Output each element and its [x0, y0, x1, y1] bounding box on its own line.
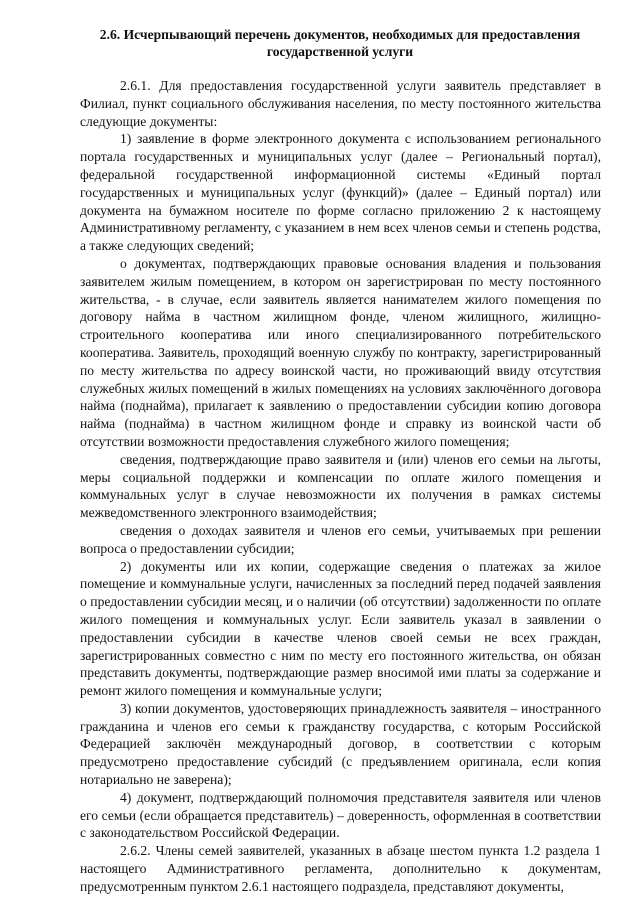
section-heading: 2.6. Исчерпывающий перечень документов, необходимых для предоставления государственной услуги [99, 27, 581, 59]
paragraph-item-3-citizenship: 3) копии документов, удостоверяющих принадлежность заявителя – иностранного гражданина и членов его семьи к гражданству государства, с которым Российской Федерацией заключён международный договор, в соответствии с которым предусмотрено предоставление субсидий (с предъявлением оригинала, если копия нотариально не заверена); [80, 700, 601, 788]
paragraph-2-6-2: 2.6.2. Члены семей заявителей, указанных в абзаце шестом пункта 1.2 раздела 1 настоящего Административного регламента, дополнительно к документам, предусмотренным пунктом 2.6.1 настоящего подраздела, представляют документы, [80, 843, 601, 894]
paragraph-item-2-payments: 2) документы или их копии, содержащие сведения о платежах за жилое помещение и коммунальные услуги, начисленных за последний перед подачей заявления о предоставлении субсидии месяц, и о наличии (об отсутствии) задолженности по оплате жилого помещения и коммунальных услуг. Если заявитель указал в заявлении о предоставлении субсидии в качестве членов своей семьи не всех граждан, зарегистрированных совместно с ним по месту его постоянного жительства, он обязан представить документы, подтверждающие размер вносимой ими платы за содержание и ремонт жилого помещения и коммунальные услуги; [80, 558, 601, 699]
paragraph-benefits-info: сведения, подтверждающие право заявителя и (или) членов его семьи на льготы, меры социальной поддержки и компенсации по оплате жилого помещения и коммунальных услуг в случае невозможности их получения в рамках системы межведомственного электронного взаимодействия; [80, 451, 601, 521]
paragraph-2-6-1-intro: 2.6.1. Для предоставления государственной услуги заявитель представляет в Филиал, пункт социального обслуживания населения, по месту постоянного жительства следующие документы: [80, 78, 601, 129]
document-body [80, 77, 601, 896]
paragraph-housing-documents: о документах, подтверждающих правовые основания владения и пользования заявителем жилым помещением, в котором он зарегистрирован по месту постоянного жительства, - в случае, если заявитель является нанимателем жилого помещения по договору найма в частном жилищном фонде, членом жилищного, жилищно-строительного кооператива или иного специализированного потребительского кооператива. Заявитель, проходящий военную службу по контракту, зарегистрированный по месту жительства по адресу воинской части, но проживающий ввиду отсутствия служебных жилых помещений в жилых помещениях на условиях заключённого договора найма (поднайма), прилагает к заявлению о предоставлении субсидии копию договора найма (поднайма) в частном жилищном фонде и справку из воинской части об отсутствии возможности предоставления служебного жилого помещения; [80, 255, 601, 449]
paragraph-item-1-application: 1) заявление в форме электронного документа с использованием регионального портала государственных и муниципальных услуг (далее – Региональный портал), федеральной государственной информационной системы «Единый портал государственных и муниципальных услуг (функций)» (далее – Единый портал) или документа на бумажном носителе по форме согласно приложению 2 к настоящему Административному регламенту, с указанием в нем всех членов семьи и степень родства, а также следующих сведений; [80, 131, 601, 254]
paragraph-income-info: сведения о доходах заявителя и членов его семьи, учитываемых при решении вопроса о предоставлении субсидии; [80, 522, 601, 556]
paragraph-item-4-authority: 4) документ, подтверждающий полномочия представителя заявителя или членов его семьи (если обращается представитель) – доверенность, оформленная в соответствии с законодательством Российской Федерации. [80, 789, 601, 841]
